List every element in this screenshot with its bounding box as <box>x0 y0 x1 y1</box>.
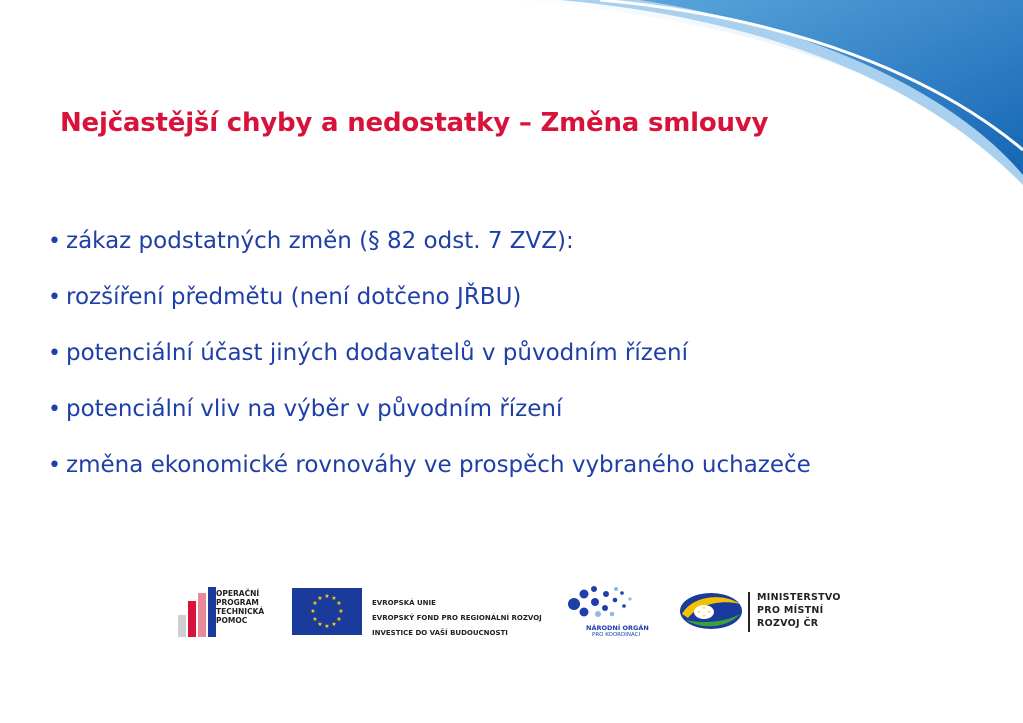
bullet-marker: • <box>48 453 61 478</box>
mmr-line: ROZVOJ ČR <box>757 618 819 629</box>
bullet-text: potenciální účast jiných dodavatelů v původním řízení <box>66 340 688 366</box>
optp-logo <box>178 587 288 637</box>
eu-flag-icon <box>292 588 362 635</box>
svg-text:★: ★ <box>317 621 323 628</box>
eu-logo-text <box>372 596 542 641</box>
bullet-item <box>48 450 948 481</box>
slide-title: Nejčastější chyby a nedostatky – Změna smlouvy <box>60 108 769 138</box>
svg-text:★: ★ <box>702 613 706 618</box>
bullet-text: změna ekonomické rovnováhy ve prospěch vybraného uchazeče <box>66 452 811 478</box>
bullet-item <box>48 282 948 313</box>
mmr-logo-text <box>757 591 841 630</box>
bullet-text: potenciální vliv na výběr v původním řízení <box>66 396 563 422</box>
narodni-organ-subtitle: PRO KOORDINACI <box>592 632 641 638</box>
mmr-separator <box>748 592 750 632</box>
logo-strip <box>0 580 1023 650</box>
optp-line: PROGRAM <box>216 598 259 607</box>
optp-line: POMOC <box>216 616 248 625</box>
bullet-text: rozšíření předmětu (není dotčeno JŘBU) <box>66 284 522 310</box>
bullet-marker: • <box>48 341 61 366</box>
svg-text:★: ★ <box>312 600 318 607</box>
bullet-item <box>48 394 948 425</box>
optp-bar-icon <box>188 601 196 637</box>
bullet-list <box>48 226 948 481</box>
svg-text:★: ★ <box>707 609 711 614</box>
mmr-emblem-icon <box>678 590 744 632</box>
mmr-line: MINISTERSTVO <box>757 592 841 603</box>
optp-bar-icon <box>208 587 216 637</box>
svg-text:★: ★ <box>324 593 330 600</box>
eu-line: EVROPSKÁ UNIE <box>372 599 436 607</box>
svg-text:★: ★ <box>331 595 337 602</box>
svg-text:★: ★ <box>312 616 318 623</box>
svg-text:★: ★ <box>336 616 342 623</box>
bullet-item <box>48 338 948 369</box>
bullet-item <box>48 226 948 257</box>
optp-logo-text <box>216 589 264 625</box>
svg-text:★: ★ <box>331 621 337 628</box>
svg-text:★: ★ <box>324 623 330 630</box>
eu-line: EVROPSKÝ FOND PRO REGIONÁLNÍ ROZVOJ <box>372 614 542 622</box>
svg-text:★: ★ <box>697 609 701 614</box>
narodni-organ-title: NÁRODNÍ ORGÁN <box>586 624 649 632</box>
bullet-text: zákaz podstatných změn (§ 82 odst. 7 ZVZ): <box>66 228 574 254</box>
optp-bar-icon <box>178 615 186 637</box>
bullet-marker: • <box>48 229 61 254</box>
bullet-marker: • <box>48 397 61 422</box>
svg-text:★: ★ <box>317 595 323 602</box>
svg-text:★: ★ <box>702 605 706 610</box>
svg-text:★: ★ <box>336 600 342 607</box>
bullet-marker: • <box>48 285 61 310</box>
optp-bar-icon <box>198 593 206 637</box>
mmr-line: PRO MÍSTNÍ <box>757 605 824 616</box>
optp-line: OPERAČNÍ <box>216 589 260 598</box>
svg-text:★: ★ <box>310 608 316 615</box>
optp-line: TECHNICKÁ <box>216 607 265 616</box>
svg-text:★: ★ <box>338 608 344 615</box>
eu-line: INVESTICE DO VAŠÍ BUDOUCNOSTI <box>372 629 508 637</box>
